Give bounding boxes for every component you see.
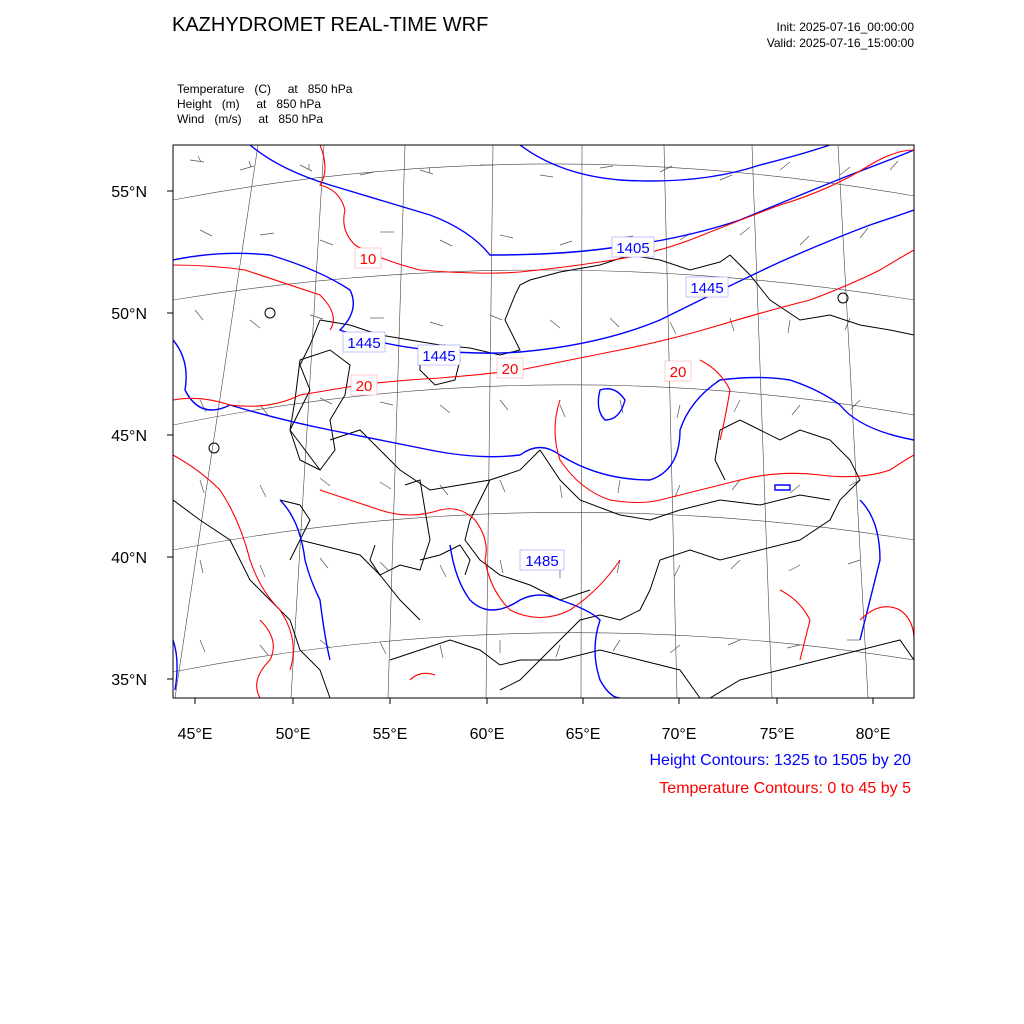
lon-label: 65°E — [565, 726, 601, 743]
height-label: 1485 — [525, 553, 559, 570]
lat-label: 50°N — [111, 306, 147, 323]
temperature-label: 10 — [359, 251, 377, 268]
lon-label: 70°E — [661, 726, 697, 743]
height-label: 1405 — [616, 240, 650, 257]
temperature-label: 20 — [669, 364, 687, 381]
lon-label: 75°E — [759, 726, 795, 743]
height-label: 1445 — [422, 348, 456, 365]
longitude-labels — [178, 726, 891, 743]
lat-label: 40°N — [111, 550, 147, 567]
latitude-labels — [111, 184, 147, 689]
lon-label: 45°E — [177, 726, 213, 743]
temperature-contours — [173, 145, 914, 698]
lat-label: 45°N — [111, 428, 147, 445]
height-label: 1445 — [347, 335, 381, 352]
lon-label: 50°E — [275, 726, 311, 743]
map-frame — [173, 145, 914, 698]
lon-label: 55°E — [372, 726, 408, 743]
lon-label: 80°E — [855, 726, 891, 743]
lat-label: 55°N — [111, 184, 147, 201]
map-content — [173, 145, 914, 698]
valid-time: Valid: 2025-07-16_15:00:00 — [766, 36, 914, 50]
country-borders — [173, 255, 914, 698]
wind-barbs — [190, 156, 898, 658]
lakes — [209, 293, 848, 470]
field-height: Height (m) at 850 hPa — [177, 97, 322, 111]
init-time: Init: 2025-07-16_00:00:00 — [776, 20, 914, 34]
lat-label: 35°N — [111, 672, 147, 689]
height-label: 1445 — [690, 280, 724, 297]
height-contours — [173, 145, 914, 698]
map-title: KAZHYDROMET REAL-TIME WRF — [172, 14, 489, 36]
field-temperature: Temperature (C) at 850 hPa — [177, 82, 353, 96]
field-wind: Wind (m/s) at 850 hPa — [177, 112, 324, 126]
temperature-label: 20 — [355, 378, 373, 395]
temperature-label: 20 — [501, 361, 519, 378]
lon-label: 60°E — [469, 726, 505, 743]
height-legend: Height Contours: 1325 to 1505 by 20 — [649, 752, 911, 769]
temperature-legend: Temperature Contours: 0 to 45 by 5 — [659, 780, 911, 797]
